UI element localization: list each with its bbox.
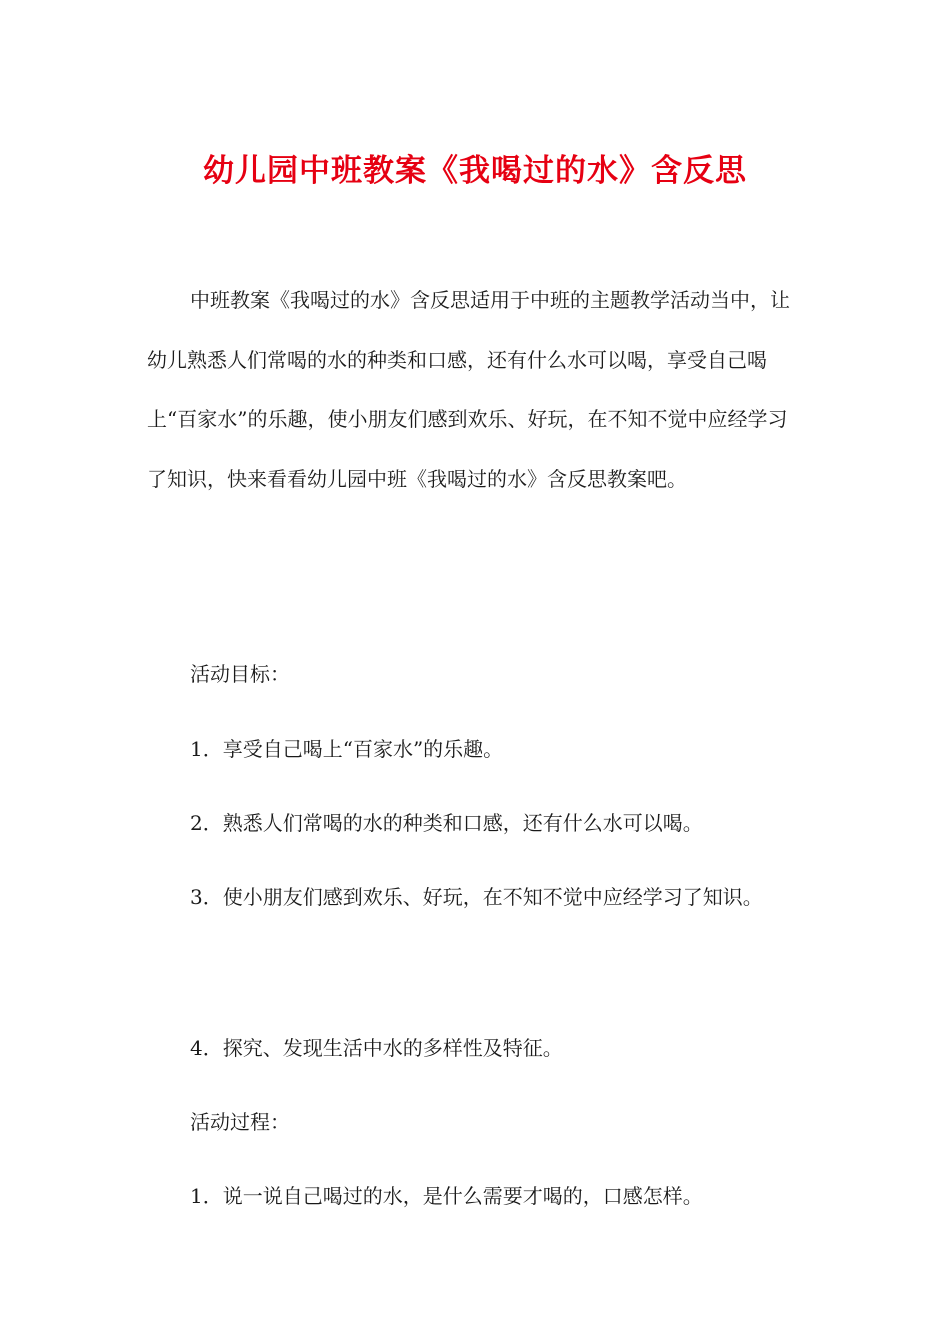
goal-item-4: 4．探究、发现生活中水的多样性及特征。	[190, 1036, 563, 1060]
process-heading: 活动过程：	[190, 1110, 290, 1134]
goal-item-2: 2．熟悉人们常喝的水的种类和口感，还有什么水可以喝。	[190, 811, 703, 835]
document-title: 幼儿园中班教案《我喝过的水》含反思	[203, 153, 747, 189]
goals-heading: 活动目标：	[190, 662, 290, 686]
process-item-1: 1．说一说自己喝过的水，是什么需要才喝的，口感怎样。	[190, 1184, 703, 1208]
goal-item-1: 1．享受自己喝上“百家水”的乐趣。	[190, 737, 504, 761]
intro-paragraph: 中班教案《我喝过的水》含反思适用于中班的主题教学活动当中，让幼儿熟悉人们常喝的水的种类和口感，还有什么水可以喝，享受自己喝上“百家水”的乐趣，使小朋友们感到欢乐、好玩，在不知不觉中应经学习了知识，快来看看幼儿园中班《我喝过的水》含反思教案吧。	[147, 288, 790, 491]
goal-item-3: 3．使小朋友们感到欢乐、好玩，在不知不觉中应经学习了知识。	[190, 885, 763, 909]
